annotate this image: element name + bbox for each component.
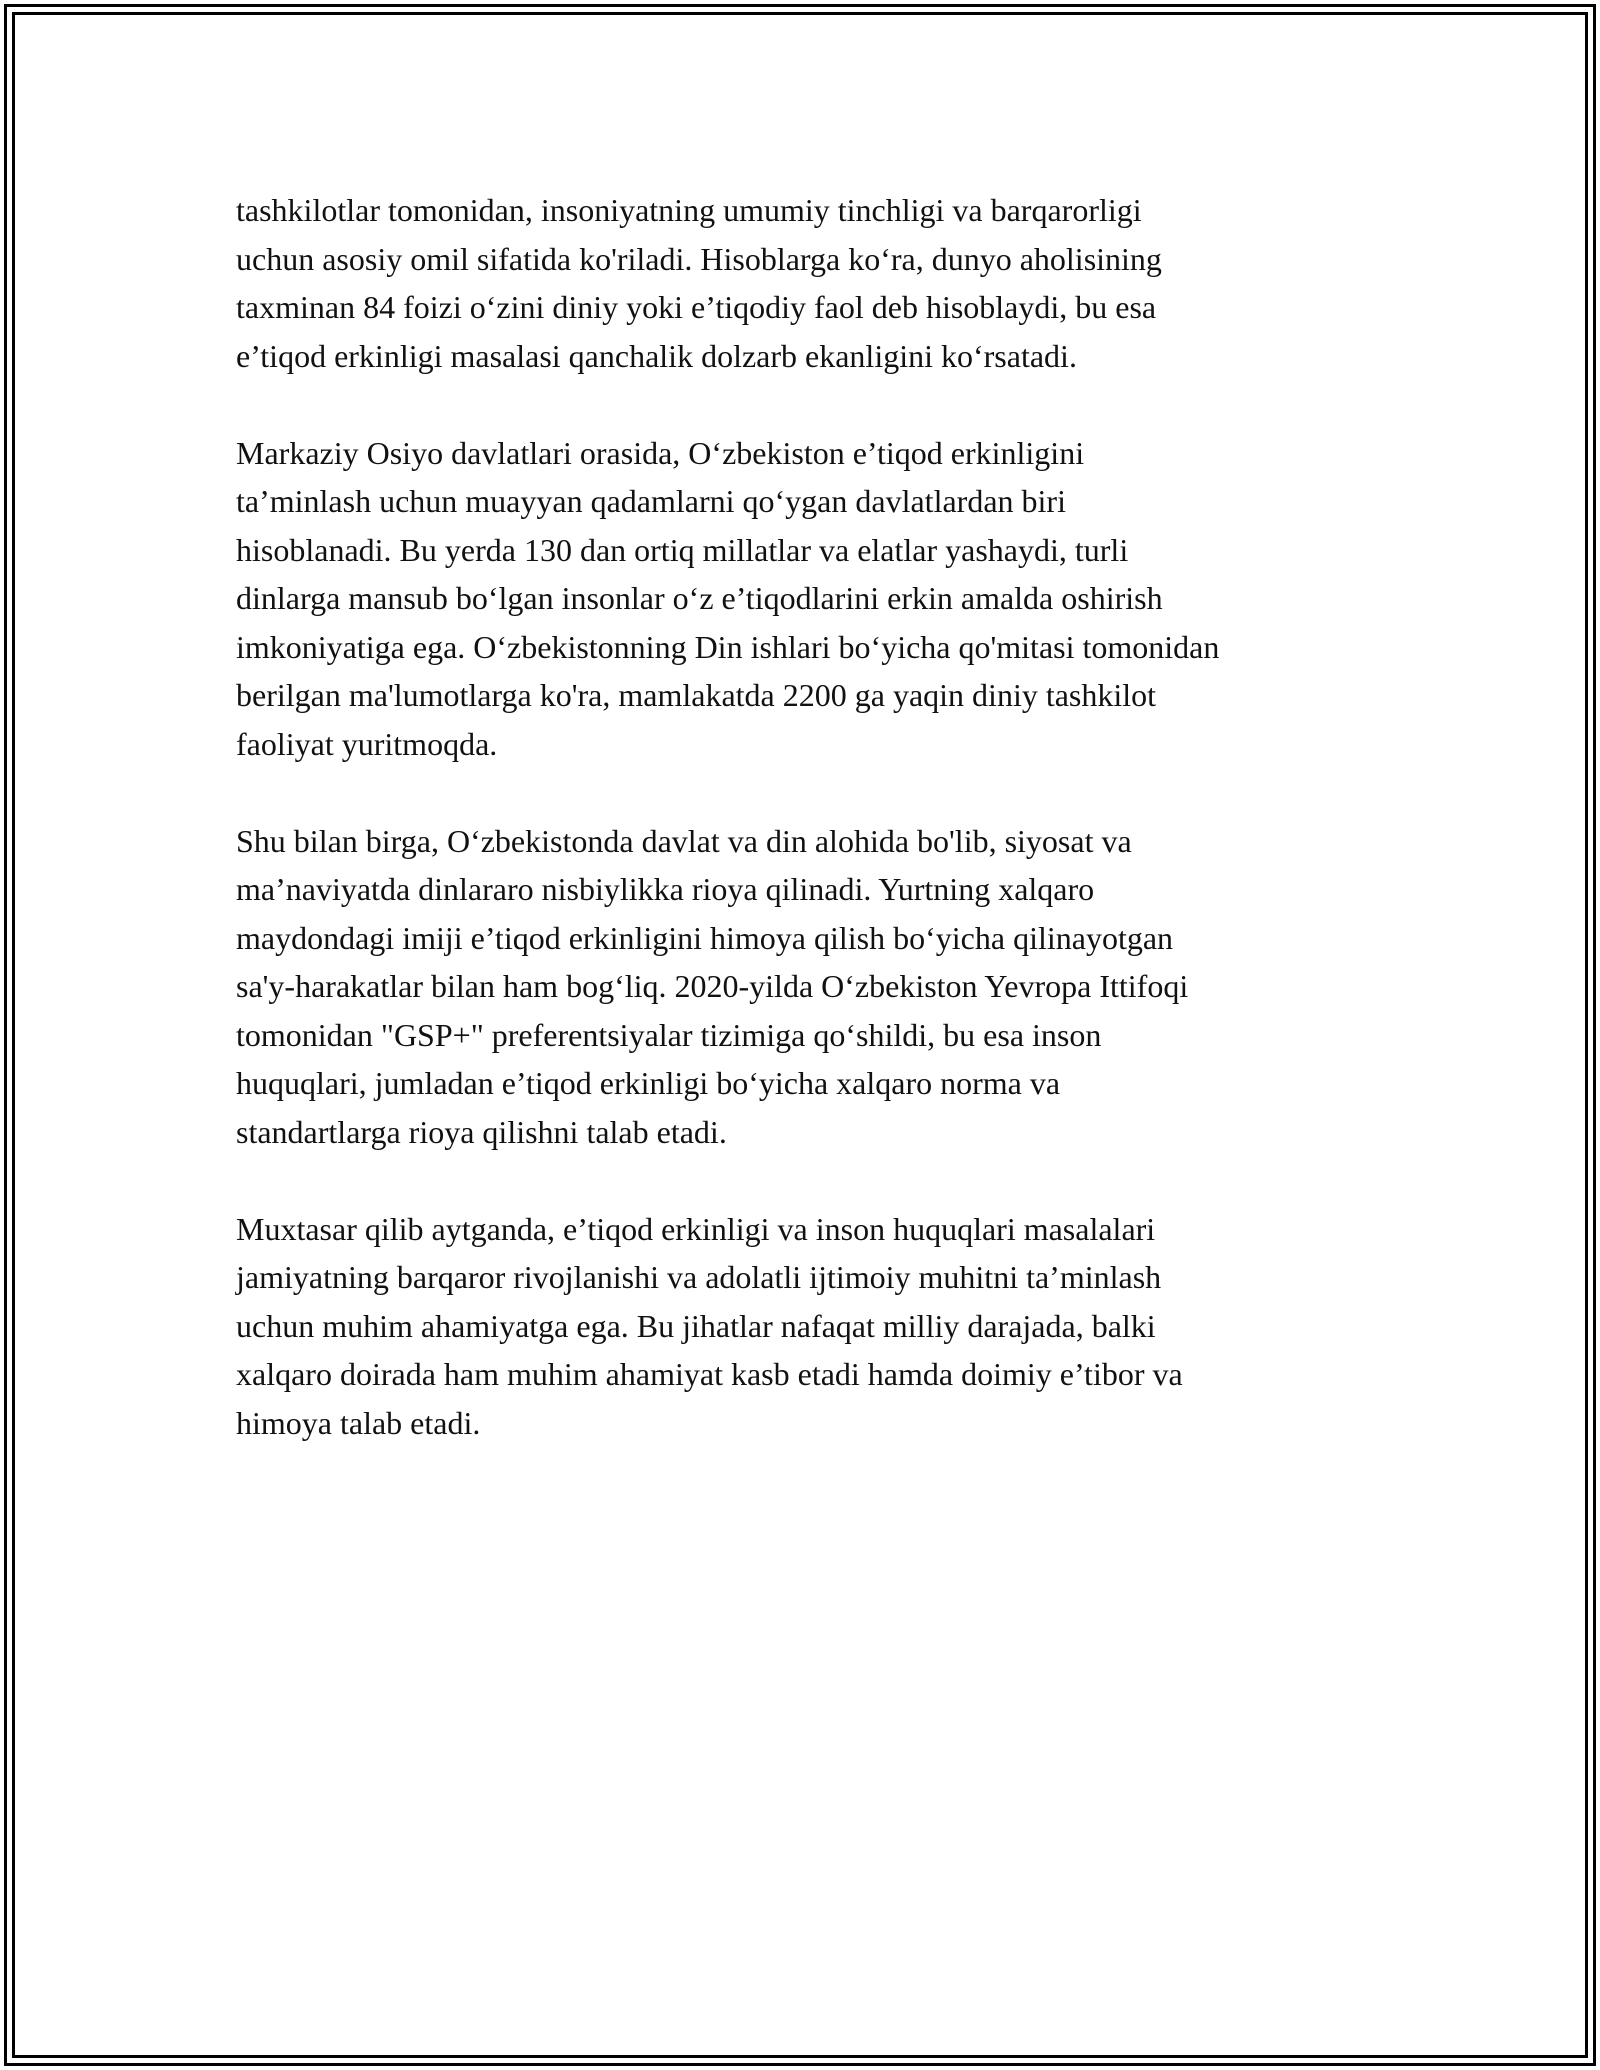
text-line: himoya talab etadi.	[236, 1404, 481, 1441]
paragraph-4	[236, 1205, 1376, 1448]
text-line: dinlarga mansub bo‘lgan insonlar o‘z e’tiqodlarini erkin amalda oshirish	[236, 580, 1163, 616]
document-body	[236, 186, 1376, 1496]
text-line: uchun asosiy omil sifatida ko'riladi. Hisoblarga ko‘ra, dunyo aholisining	[236, 240, 1162, 277]
text-line: hisoblanadi. Bu yerda 130 dan ortiq millatlar va elatlar yashaydi, turli	[236, 531, 1129, 568]
text-line: imkoniyatiga ega. O‘zbekistonning Din ishlari bo‘yicha qo'mitasi tomonidan	[236, 628, 1220, 665]
text-line: tashkilotlar tomonidan, insoniyatning umumiy tinchligi va barqarorligi	[236, 192, 1142, 228]
text-line: Markaziy Osiyo davlatlari orasida, O‘zbekiston e’tiqod erkinligini	[236, 434, 1085, 471]
text-line: Muxtasar qilib aytganda, e’tiqod erkinligi va inson huquqlari masalalari	[236, 1210, 1156, 1247]
text-line: xalqaro doirada ham muhim ahamiyat kasb etadi hamda doimiy e’tibor va	[236, 1356, 1183, 1392]
text-line: faoliyat yuritmoqda.	[236, 725, 498, 762]
text-line: sa'y-harakatlar bilan ham bog‘liq. 2020-yilda O‘zbekiston Yevropa Ittifoqi	[236, 968, 1189, 1004]
text-line: maydondagi imiji e’tiqod erkinligini himoya qilish bo‘yicha qilinayotgan	[236, 919, 1174, 956]
text-line: tomonidan "GSP+" preferentsiyalar tizimiga qo‘shildi, bu esa inson	[236, 1016, 1102, 1053]
paragraph-2	[236, 429, 1376, 769]
text-line: ma’naviyatda dinlararo nisbiylikka rioya qilinadi. Yurtning xalqaro	[236, 871, 1095, 907]
text-line: taxminan 84 foizi o‘zini diniy yoki e’tiqodiy faol deb hisoblaydi, bu esa	[236, 289, 1157, 325]
paragraph-1	[236, 186, 1376, 380]
text-line: Shu bilan birga, O‘zbekistonda davlat va din alohida bo'lib, siyosat va	[236, 822, 1132, 859]
paragraph-3	[236, 817, 1376, 1157]
text-line: e’tiqod erkinligi masalasi qanchalik dolzarb ekanligini ko‘rsatadi.	[236, 337, 1077, 374]
text-line: uchun muhim ahamiyatga ega. Bu jihatlar nafaqat milliy darajada, balki	[236, 1307, 1156, 1344]
text-line: ta’minlash uchun muayyan qadamlarni qo‘ygan davlatlardan biri	[236, 483, 1066, 519]
text-line: jamiyatning barqaror rivojlanishi va adolatli ijtimoiy muhitni ta’minlash	[236, 1259, 1162, 1295]
text-line: standartlarga rioya qilishni talab etadi.	[236, 1113, 727, 1150]
text-line: berilgan ma'lumotlarga ko'ra, mamlakatda 2200 ga yaqin diniy tashkilot	[236, 677, 1157, 713]
text-line: huquqlari, jumladan e’tiqod erkinligi bo‘yicha xalqaro norma va	[236, 1065, 1061, 1101]
